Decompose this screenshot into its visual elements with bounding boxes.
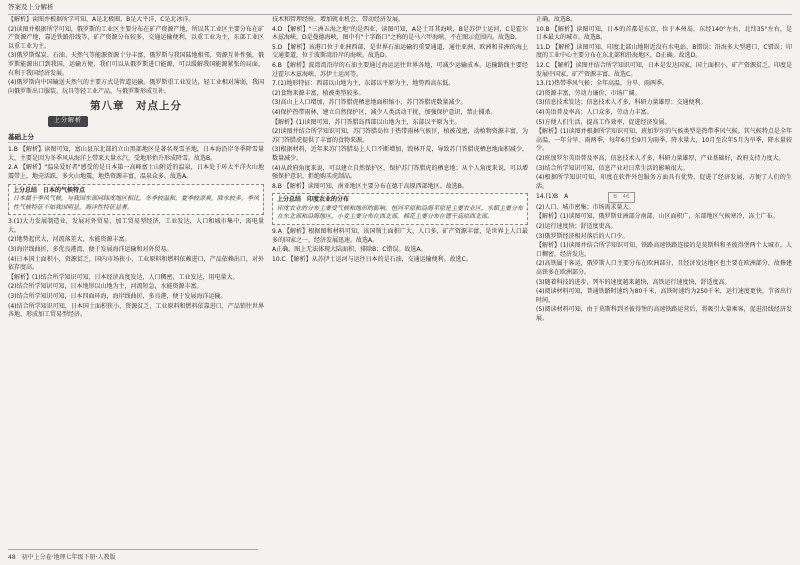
answer-item: 【解析】(1)读图并结合所学知识可知，铁路高速铁路连接的是莫斯科和圣彼得堡两个大城市，人口稠密，经济发达。 — [536, 242, 792, 258]
answer-item: 1.B 【解析】读图可知，富山县东北部的立山黑部地区是著名观雪圣地，日本海沿岸冬季降雪量大，主要是因为冬季风从海洋上带来大量水汽，受地形抬升形成降雪。故选B。 — [8, 146, 264, 162]
answer-item: (5)阅读材料可知，由于莫斯科到圣彼得堡的高速铁路运营后，将吸引大量乘客，促进沿线经济发展。 — [536, 306, 792, 322]
answer-item: (2)人口、城市密集；市场需求量大。 — [536, 203, 635, 211]
paragraph: (4)俄罗斯向中国输送天然气的主要方式是管道运输。俄罗斯重工业发达，轻工业相对薄弱，我国向俄罗斯出口服装、玩具等轻工业产品，与俄罗斯形成互补。 — [8, 79, 264, 95]
answer-item: (4)阅读材料可知，普通铁路时速约为80千米，高铁时速约为250千米，运行速度更快，节省出行时间。 — [536, 288, 792, 304]
answer-item: A正确。图上无法体现大陆面积，排除B；C错误。故选A。 — [272, 246, 427, 254]
chapter-title: 第八章 对点上分 — [90, 100, 182, 113]
answer-item: (3)俄罗斯经济相对落后的人口少。 — [536, 232, 629, 240]
column-left — [8, 16, 264, 545]
answer-item: (3)信息技术发达；信息技术人才多，科研力量雄厚；交通便利。 — [536, 99, 707, 107]
answer-item: (3)海岸线曲折，多优良港湾，便于发展海洋运输和对外贸易。 — [8, 246, 173, 254]
answer-item: (3)结合所学知识可知，信息产业对日常生活的影响很大。 — [536, 164, 689, 172]
summary-title: 上分总结 日本的气候特点 — [13, 186, 86, 194]
answer-item: (4)日本国土面积小，资源贫乏，国内市场狭小，工业原料和燃料依赖进口，产品依赖出口，对外依存度高。 — [8, 255, 264, 272]
answer-item: 9.A 【解析】根据图和材料可知，该国领土面积广大，人口多，矿产资源丰富，是世界上人口最多的国家之一，经济发展迅速。故选A。 — [272, 228, 528, 244]
answer-item: 12.C 【解析】读图并结合所学知识可知，日本是发达国家，国土面积小，矿产资源贫乏，印度是发展中国家，矿产资源丰富。故选C。 — [536, 61, 792, 78]
answer-item: (2)地势起伏大，河流落差大，水能资源丰富。 — [8, 236, 131, 244]
answer-item: (3)随着科技的进步，列车的速度越来越快，高铁运行速度快，舒适度高。 — [536, 278, 731, 286]
answer-item: 【解析】(1)结合所学知识可知，日本经济高度发达，人口稠密，工业发达，用电量大。 — [8, 273, 239, 281]
answer-item: 6.B 【解析】波湾湾沿岸的石油主要通过海运运往世界各地，可减少运输成本。运输路线主要经过霍尔木兹海峡、苏伊士运河等。 — [272, 61, 528, 78]
answer-item: 2.A 【解析】"温泉爱好者"感受的是日本第一高峰富士山附近的温泉，日本处于环太平洋火山地震带上，地壳活跃，多火山地震，地热资源丰富，温泉众多。故选A。 — [8, 164, 264, 180]
subsection-title: 基础上分 — [8, 133, 264, 144]
answer-item: (4)英语普及率高；人口众多，劳动力丰富。 — [536, 108, 653, 116]
stamp-mark: B 46 — [608, 192, 634, 203]
answer-item: (2)高铁属于客运，俄罗斯人口主要分布在欧洲部分，且经济发达地区也主要在欧洲部分，故修建高铁多在欧洲部分。 — [536, 260, 792, 277]
answer-item: (3)根据材料，近年来苏门答腊岛上人口不断增加，毁林开荒，导致苏门答腊虎栖息地面积减少，数量减少。 — [272, 146, 528, 162]
answer-item: 7.(1)地形特征：西部以山地为主，东部以平原为主，地势西高东低。 — [272, 80, 455, 88]
summary-box — [8, 184, 264, 216]
answer-item: 4.D 【解析】"三洲五海之地"的是西亚，读图可知，A是土耳其海峡，B是苏伊士运河，C是霍尔木兹海峡，D是曼德海峡，图中有"十字路口"之称的是马六甲海峡，不在图示范围内。故选D。 — [272, 25, 528, 42]
paragraph: (3)俄罗斯煤炭、石油、天然气等能源资源十分丰富，俄罗斯与我国陆地相邻，资源互补性强，俄罗斯能源出口到我国，运输方便，我们可以从俄罗斯进口能源，可以缓解我国能源紧张的局面，有利于我国经济发展。 — [8, 52, 264, 77]
paragraph: 【解析】读图并根据所学可知，A是北极圈，B是大平洋，C是北冰洋。 — [8, 16, 195, 23]
answer-item: 【解析】(1)读图可知，俄罗斯亚洲部分南部，山区面积广，东部地区气候寒冷，冻土广布。 — [536, 213, 779, 221]
paragraph: 正确。故选B。 — [536, 16, 577, 23]
summary-title: 上分总结 印度农业的分布 — [277, 196, 350, 204]
answer-item: 10.B 【解析】读图可知，日本的首都是东京，位于本州岛，东经140°左右，北纬35°左右，是日本最大的城市。故选B。 — [536, 25, 792, 42]
answer-item: 10.C 【解析】从苏伊士运河与运往日本的是石油，交通运输便利。故选C。 — [272, 255, 472, 263]
page-header: 答案及上分解析 — [8, 2, 792, 15]
answer-text: 14.(1)B A — [536, 193, 569, 201]
answer-item — [536, 192, 792, 203]
answer-item: (4)结合所学知识可知，日本国土面积狭小，资源贫乏，工业原料和燃料依靠进口，产品销往世界各地，形成加工贸易型经济。 — [8, 302, 264, 319]
paragraph: 技术和管理经验，增加就业机会，带动经济发展。 — [272, 16, 405, 23]
answer-item: (3)高山上人口增加，苏门答腊虎栖息地面积缩小，苏门答腊虎数量减少。 — [272, 99, 467, 107]
page-footer: 48 初中上分卷·地理七年级下册·人教版 — [8, 549, 258, 561]
answer-item: (2)结合所学知识可知，日本地形以山地为主，河流短急，水能资源丰富。 — [8, 283, 203, 291]
answer-item: 8.B 【解析】读图可知，南亚地区主要分布在德干高原西部地区。故选B。 — [272, 182, 468, 190]
answer-item: 3.(1)大力发展制造业，发展对外贸易，加工贸易型经济，工业发达，人口和城市集中，需电量大。 — [8, 218, 264, 234]
answer-item: 【解析】(1)读图可知，苏门答腊岛西部以山地为主，东部以平原为主。 — [272, 118, 461, 126]
paragraph: (2)读图并根据所学可知，俄罗斯的工业区主要分布在矿产资源产地，所以其工业区主要分布在矿产资源产地，靠近铁路沿线等，矿产资源分布较多，交通运输便利，以重工业为主，东部工业区以重工业为主。 — [8, 25, 264, 50]
answer-item: (2)资源丰富，劳动力廉价，市场广阔。 — [536, 89, 641, 97]
answer-item: (5)方便人们生活，提高工作效率，促进经济发展。 — [536, 118, 671, 126]
answer-item: 13.(1)热带季风气候；全年高温，分旱、雨两季。 — [536, 80, 669, 88]
answer-item: 11.D 【解析】读图可知，印度北部山地附近没有水电站，B错误；沿海多大型港口，C错误；印度的工业中心主要分布在东北部和沿海地区，D正确。故选D。 — [536, 43, 792, 60]
answer-item: (2)班加罗尔英语普及率高，信息技术人才多，科研力量雄厚，产业基础好，政府支持力度大。 — [536, 154, 785, 162]
answer-item: (2)运行速度快；舒适度更高。 — [536, 223, 617, 231]
summary-text: 日本属于季风气候，与我国东部同纬度地区相比，冬季较温和，夏季较凉爽，降水较多，季风性气候特征不如我国明显，海洋性特征显著。 — [13, 195, 260, 211]
answer-item: (2)读图并结合所学知识可知，苏门答腊岛位于热带雨林气候区，植被茂密，动植物资源丰富，为苏门答腊虎提供了丰富的食物来源。 — [272, 128, 528, 144]
answer-item: (4)从政府角度来说，可以建立自然保护区，保护苏门答腊虎的栖息地；从个人角度来说，可以增强保护意识，拒绝购买虎制品。 — [272, 164, 528, 181]
answer-item: 5.D 【解析】该港口位于亚洲西部，是世界石油运输的重要通道，通往亚洲、欧洲和非洲的海上交通要道，位于波斯湾沿岸的海峡。故选D。 — [272, 43, 528, 60]
answer-item: (2)食物来源丰富，植被类型较多。 — [272, 89, 365, 97]
column-middle — [272, 16, 528, 545]
section-tag: 上分解析 — [48, 116, 88, 127]
answer-item: (3)结合所学知识可知，日本四面环海，海岸线曲折，多良港，便于发展海洋运输。 — [8, 293, 227, 301]
summary-text: 印度农业的分布主要受气候和地形的影响，恒河平原和沿海平原是主要农业区，水稻主要分布在东北部和沿海地区，小麦主要分布在西北部，棉花主要分布在德干高原西北部。 — [277, 204, 524, 221]
column-right — [536, 16, 792, 545]
summary-box — [272, 193, 528, 225]
answer-item: (4)保护热带雨林，建立自然保护区，减少人类活动干扰，加强保护意识，禁止捕杀。 — [272, 108, 497, 116]
answer-item: 【解析】(1)读图并根据所学知识可知，班加罗尔的气候类型是热带季风气候。其气候特点是全年高温，一年分旱、雨两季，每年6月至9月为雨季，降水量大，10月至次年5月为旱季，降水量较少。 — [536, 128, 792, 153]
answer-item: (4)根据所学知识可知，印度在软件外包服务方面具有优势，促进了经济发展，方便了人们的生活。 — [536, 174, 792, 190]
